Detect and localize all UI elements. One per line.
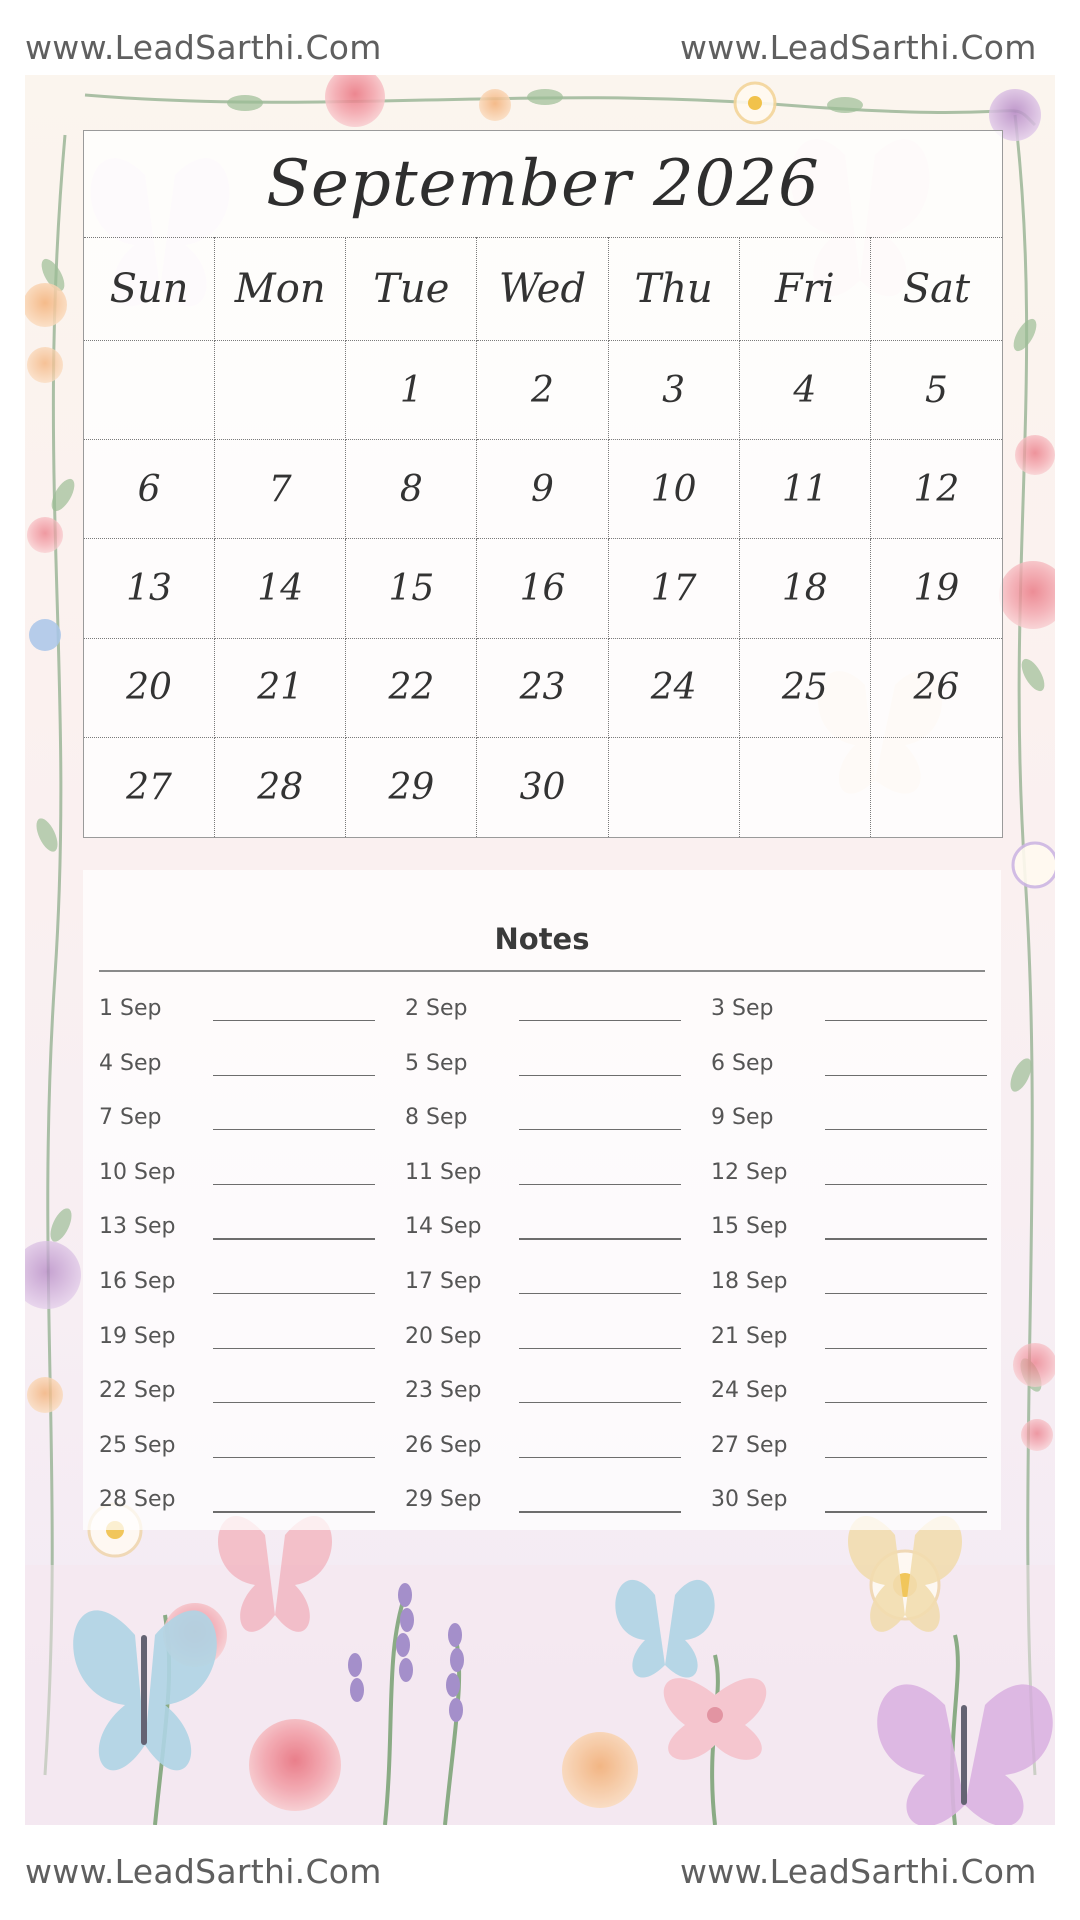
note-date-label: 27 Sep	[711, 1432, 788, 1458]
note-date-label: 9 Sep	[711, 1105, 774, 1131]
note-date-label: 7 Sep	[99, 1105, 162, 1131]
day-cell: 29	[346, 738, 477, 837]
note-writing-line[interactable]	[825, 1348, 987, 1349]
note-date-label: 19 Sep	[99, 1323, 176, 1349]
weekday-header-wed: Wed	[477, 237, 608, 341]
note-date-label: 6 Sep	[711, 1050, 774, 1076]
note-writing-line[interactable]	[825, 1238, 987, 1239]
day-cell	[215, 341, 346, 440]
note-date-label: 29 Sep	[405, 1487, 482, 1513]
note-date-label: 25 Sep	[99, 1432, 176, 1458]
day-cell: 20	[84, 639, 215, 738]
day-cell: 14	[215, 539, 346, 638]
day-cell: 15	[346, 539, 477, 638]
day-cell: 3	[609, 341, 740, 440]
note-entry	[83, 1374, 1001, 1418]
notes-divider	[99, 970, 985, 972]
note-entry	[83, 1320, 1001, 1364]
day-cell: 11	[740, 440, 871, 539]
day-cell: 17	[609, 539, 740, 638]
note-writing-line[interactable]	[825, 1457, 987, 1458]
day-cell: 13	[84, 539, 215, 638]
note-entry	[83, 1265, 1001, 1309]
note-entry	[83, 1210, 1001, 1254]
note-entry	[83, 1429, 1001, 1473]
note-date-label: 22 Sep	[99, 1378, 176, 1404]
day-cell: 27	[84, 738, 215, 837]
note-entry	[83, 992, 1001, 1036]
day-cell: 18	[740, 539, 871, 638]
note-writing-line[interactable]	[825, 1075, 987, 1076]
day-cell: 28	[215, 738, 346, 837]
day-cell: 25	[740, 639, 871, 738]
month-calendar	[83, 130, 1003, 838]
note-date-label: 11 Sep	[405, 1159, 482, 1185]
note-writing-line[interactable]	[825, 1184, 987, 1185]
calendar-grid	[84, 237, 1002, 837]
note-date-label: 20 Sep	[405, 1323, 482, 1349]
day-cell: 8	[346, 440, 477, 539]
day-cell: 19	[871, 539, 1002, 638]
day-cell: 2	[477, 341, 608, 440]
weekday-header-sun: Sun	[84, 237, 215, 341]
note-date-label: 17 Sep	[405, 1269, 482, 1294]
note-date-label: 15 Sep	[711, 1214, 788, 1240]
note-writing-line[interactable]	[825, 1293, 987, 1294]
day-cell: 22	[346, 639, 477, 738]
day-cell: 26	[871, 639, 1002, 738]
note-date-label: 12 Sep	[711, 1159, 788, 1185]
day-cell: 16	[477, 539, 608, 638]
note-date-label: 30 Sep	[711, 1487, 788, 1513]
note-entry	[83, 1101, 1001, 1145]
day-cell: 6	[84, 440, 215, 539]
note-date-label: 24 Sep	[711, 1378, 788, 1404]
note-writing-line[interactable]	[825, 1020, 987, 1021]
day-cell	[609, 738, 740, 837]
note-date-label: 13 Sep	[99, 1214, 176, 1240]
weekday-header-fri: Fri	[740, 237, 871, 341]
notes-title: Notes	[494, 922, 590, 956]
watermark-bottom-left: www.LeadSarthi.Com	[25, 1852, 382, 1891]
watermark-top-right: www.LeadSarthi.Com	[680, 28, 1037, 67]
note-date-label: 1 Sep	[99, 996, 162, 1021]
weekday-header-tue: Tue	[346, 237, 477, 341]
day-cell: 23	[477, 639, 608, 738]
day-cell: 30	[477, 738, 608, 837]
note-entry	[83, 1156, 1001, 1200]
watermark-bottom-right: www.LeadSarthi.Com	[680, 1852, 1037, 1891]
watermark-top-left: www.LeadSarthi.Com	[25, 28, 382, 67]
day-cell: 12	[871, 440, 1002, 539]
day-cell: 9	[477, 440, 608, 539]
weekday-header-thu: Thu	[609, 237, 740, 341]
day-cell	[871, 738, 1002, 837]
note-date-label: 16 Sep	[99, 1269, 176, 1294]
day-cell: 4	[740, 341, 871, 440]
note-date-label: 26 Sep	[405, 1432, 482, 1458]
day-cell: 7	[215, 440, 346, 539]
day-cell: 5	[871, 341, 1002, 440]
weekday-header-mon: Mon	[215, 237, 346, 341]
note-date-label: 2 Sep	[405, 996, 468, 1021]
note-writing-line[interactable]	[825, 1129, 987, 1130]
note-date-label: 21 Sep	[711, 1323, 788, 1349]
note-date-label: 10 Sep	[99, 1159, 176, 1185]
calendar-poster	[25, 75, 1055, 1825]
day-cell: 24	[609, 639, 740, 738]
day-cell	[84, 341, 215, 440]
note-date-label: 5 Sep	[405, 1050, 468, 1076]
note-date-label: 18 Sep	[711, 1269, 788, 1294]
note-writing-line[interactable]	[825, 1402, 987, 1403]
weekday-header-sat: Sat	[871, 237, 1002, 341]
note-date-label: 23 Sep	[405, 1378, 482, 1404]
month-title: September 2026	[84, 131, 1002, 238]
note-date-label: 14 Sep	[405, 1214, 482, 1240]
day-cell	[740, 738, 871, 837]
note-writing-line[interactable]	[825, 1511, 987, 1512]
note-date-label: 8 Sep	[405, 1105, 468, 1131]
day-cell: 1	[346, 341, 477, 440]
notes-section	[83, 870, 1001, 1530]
note-date-label: 3 Sep	[711, 996, 774, 1021]
day-cell: 10	[609, 440, 740, 539]
note-entry	[83, 1047, 1001, 1091]
note-date-label: 4 Sep	[99, 1050, 162, 1076]
day-cell: 21	[215, 639, 346, 738]
note-date-label: 28 Sep	[99, 1487, 176, 1513]
note-entry	[83, 1483, 1001, 1527]
